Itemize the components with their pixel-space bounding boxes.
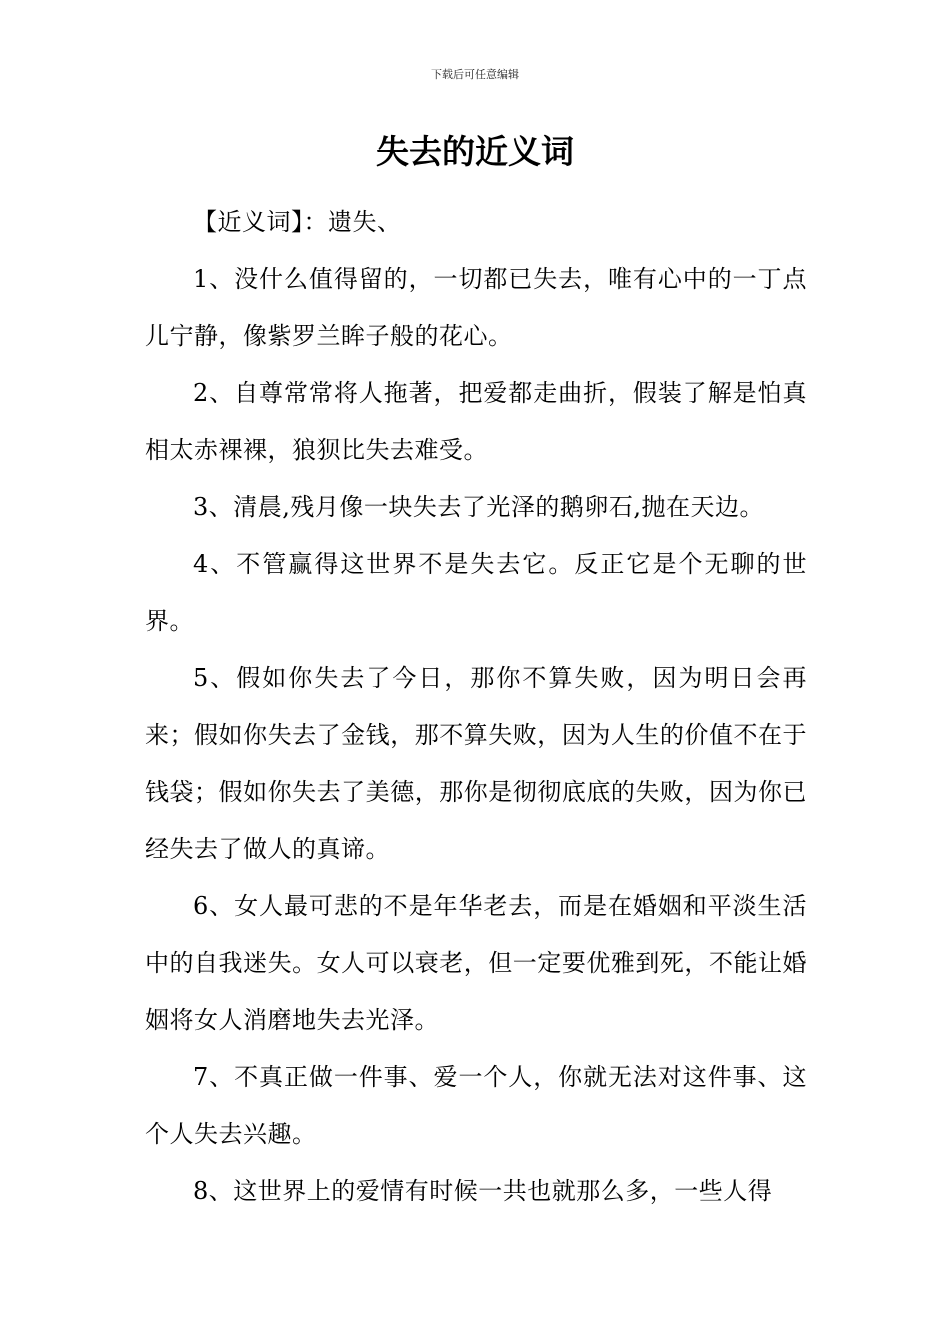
- header-note: 下载后可任意编辑: [431, 68, 519, 81]
- synonym-line: 【近义词】：遗失、: [193, 208, 402, 236]
- document-body: [145, 194, 807, 1220]
- example-sentence-6: 6、女人最可悲的不是年华老去，而是在婚姻和平淡生活中的自我迷失。女人可以衰老，但一定要优雅到死，不能让婚姻将女人消磨地失去光泽。: [145, 892, 807, 1034]
- example-sentence-8: 8、这世界上的爱情有时候一共也就那么多，一些人得: [193, 1177, 773, 1205]
- example-sentence-3: 3、清晨,残月像一块失去了光泽的鹅卵石,抛在天边。: [193, 493, 765, 521]
- example-sentence-2: 2、自尊常常将人拖著，把爱都走曲折，假装了解是怕真相太赤裸裸，狼狈比失去难受。: [145, 379, 807, 464]
- example-sentence-4: 4、不管赢得这世界不是失去它。反正它是个无聊的世界。: [145, 550, 807, 635]
- page-title: 失去的近义词: [376, 132, 574, 171]
- example-sentence-5: 5、假如你失去了今日，那你不算失败，因为明日会再来；假如你失去了金钱，那不算失败，因为人生的价值不在于钱袋；假如你失去了美德，那你是彻彻底底的失败，因为你已经失去了做人的真谛。: [145, 664, 807, 863]
- example-sentence-7: 7、不真正做一件事、爱一个人，你就无法对这件事、这个人失去兴趣。: [145, 1063, 807, 1148]
- example-sentence-1: 1、没什么值得留的，一切都已失去，唯有心中的一丁点儿宁静，像紫罗兰眸子般的花心。: [145, 265, 807, 350]
